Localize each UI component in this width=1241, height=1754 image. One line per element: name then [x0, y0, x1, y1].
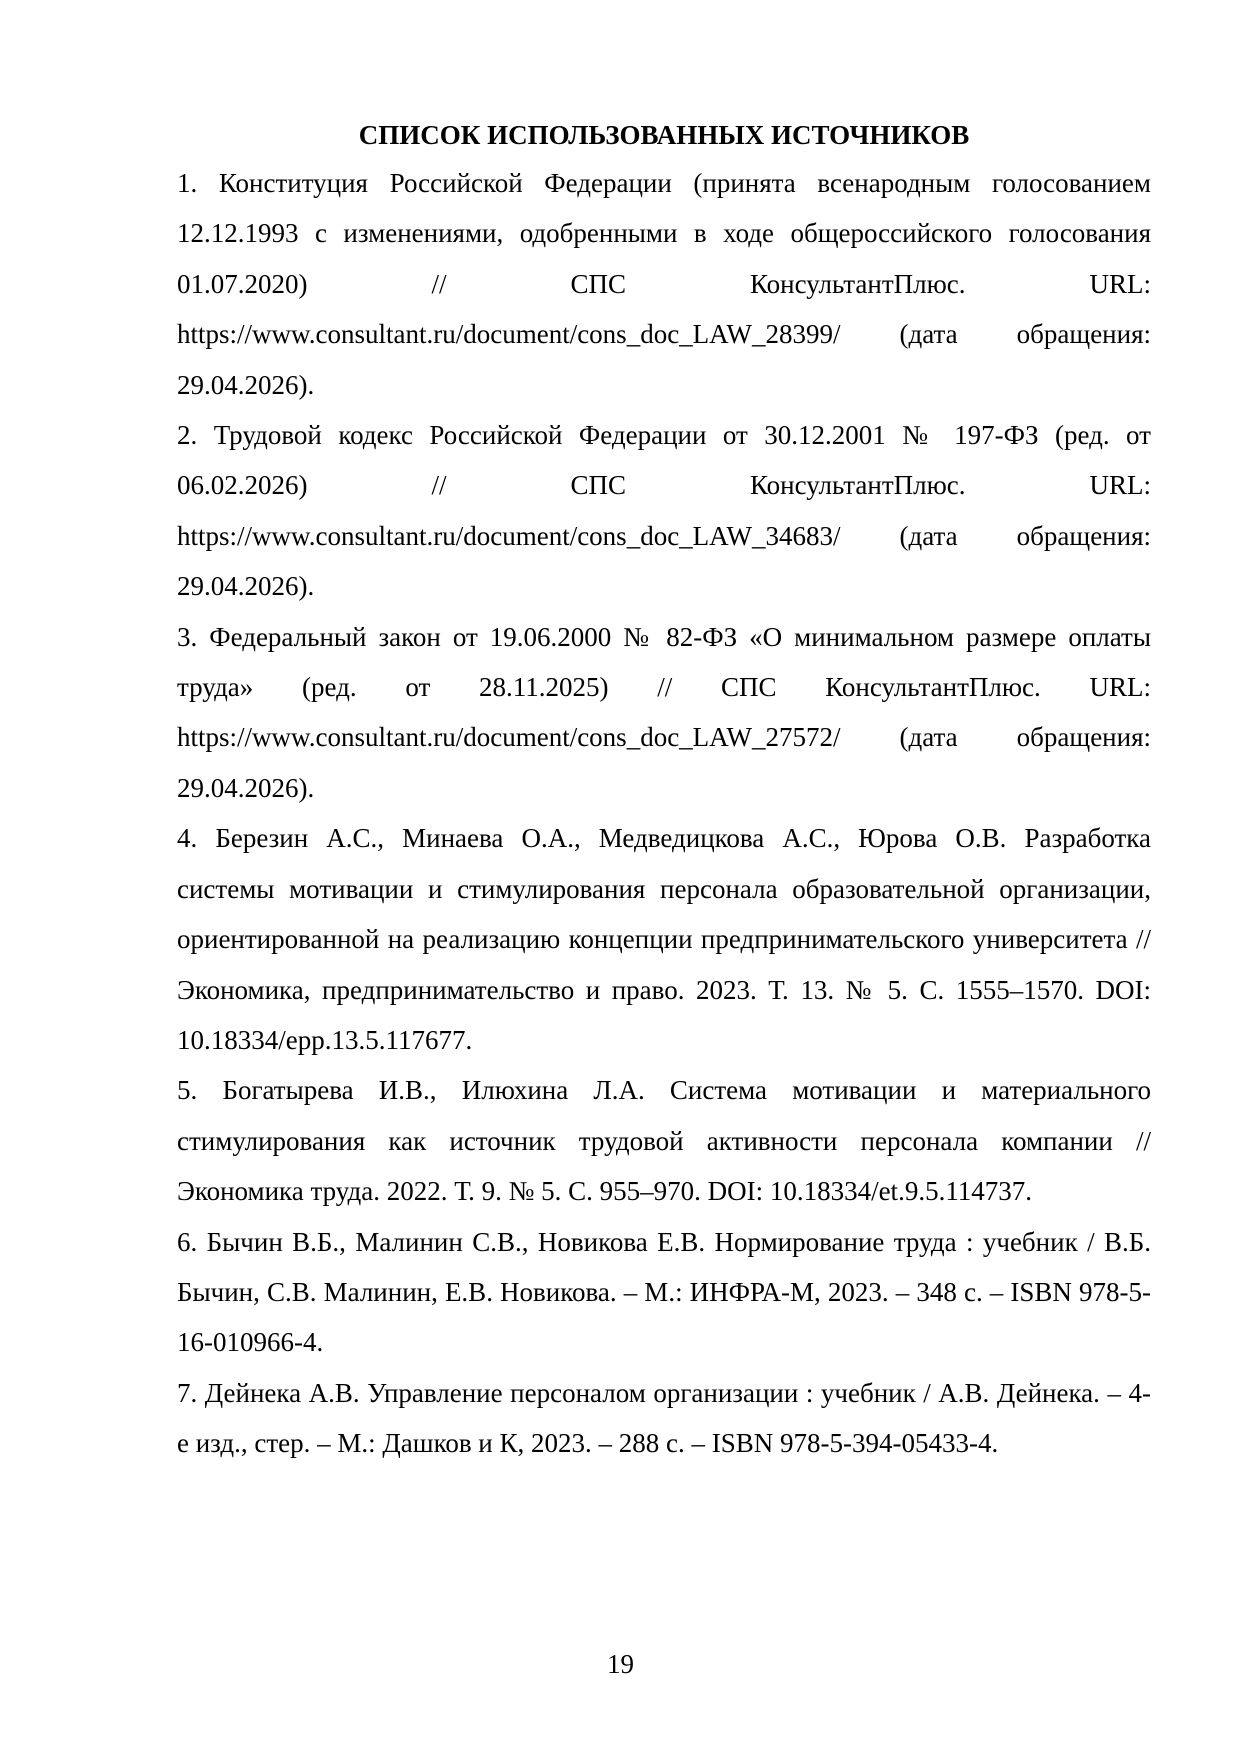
- section-title: СПИСОК ИСПОЛЬЗОВАННЫХ ИСТОЧНИКОВ: [358, 120, 970, 150]
- reference-list: [177, 158, 1151, 1469]
- reference-item-3: 3. Федеральный закон от 19.06.2000 № 82-ФЗ «О минимальном размере оплаты труда» (ред. от 28.11.2025) // СПС КонсультантПлюс. URL: https://www.consultant.ru/document/cons_doc_LAW_27572/ (дата обращения: 29.04.2026).: [177, 621, 1151, 803]
- reference-item-4: 4. Березин А.С., Минаева О.А., Медведицкова А.С., Юрова О.В. Разработка системы мотивации и стимулирования персонала образовательной организации, ориентированной на реализацию концепции предпринимательского университета // Экономика, предпринимательство и право. 2023. Т. 13. № 5. С. 1555–1570. DOI: 10.18334/epp.13.5.117677.: [177, 823, 1151, 1055]
- reference-item-1: 1. Конституция Российской Федерации (принята всенародным голосованием 12.12.1993 с изменениями, одобренными в ходе общероссийского голосования 01.07.2020) // СПС КонсультантПлюс. URL: https://www.consultant.ru/document/cons_doc_LAW_28399/ (дата обращения: 29.04.2026).: [177, 168, 1151, 400]
- reference-item-7: 7. Дейнека А.В. Управление персоналом организации : учебник / А.В. Дейнека. – 4-е изд., стер. – М.: Дашков и К, 2023. – 288 с. – ISBN 978-5-394-05433-4.: [177, 1377, 1151, 1459]
- reference-item-6: 6. Бычин В.Б., Малинин С.В., Новикова Е.В. Нормирование труда : учебник / В.Б. Бычин, С.В. Малинин, Е.В. Новикова. – М.: ИНФРА-М, 2023. – 348 с. – ISBN 978-5-16-010966-4.: [177, 1226, 1151, 1358]
- page-number: 19: [607, 1649, 634, 1679]
- reference-item-2: 2. Трудовой кодекс Российской Федерации от 30.12.2001 № 197-ФЗ (ред. от 06.02.2026) // СПС КонсультантПлюс. URL: https://www.consultant.ru/document/cons_doc_LAW_34683/ (дата обращения: 29.04.2026).: [177, 420, 1151, 602]
- reference-item-5: 5. Богатырева И.В., Илюхина Л.А. Система мотивации и материального стимулирования как источник трудовой активности персонала компании // Экономика труда. 2022. Т. 9. № 5. С. 955–970. DOI: 10.18334/et.9.5.114737.: [177, 1075, 1151, 1207]
- page-content: [177, 113, 1151, 1469]
